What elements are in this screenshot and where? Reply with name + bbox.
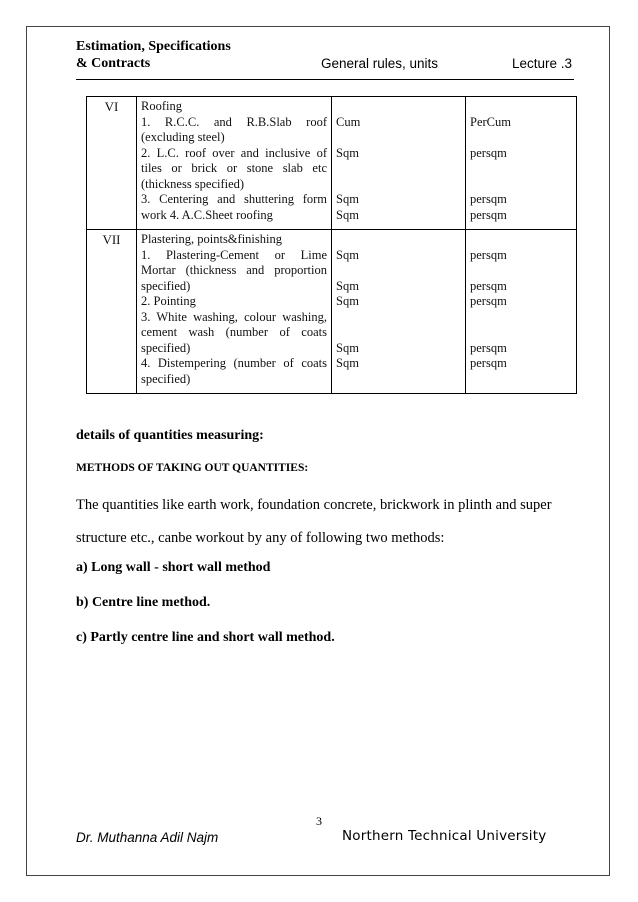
item-line: 1. R.C.C. and R.B.Slab roof (excluding steel) bbox=[141, 114, 327, 144]
method-item: a) Long wall - short wall method bbox=[76, 560, 271, 575]
row-number: VI bbox=[87, 97, 137, 230]
item-line: 4. Distempering (number of coats specified) bbox=[141, 356, 327, 386]
unit-cell: Sqm bbox=[336, 340, 359, 355]
row-description bbox=[137, 97, 332, 230]
unit-cell: Sqm bbox=[336, 207, 359, 222]
footer-institution: Northern Technical University bbox=[342, 828, 547, 844]
item-heading: Roofing bbox=[141, 99, 182, 113]
methods-heading: METHODS OF TAKING OUT QUANTITIES: bbox=[76, 462, 309, 474]
item-line: 3. Centering and shuttering form work 4. A.C.Sheet roofing bbox=[141, 192, 327, 222]
rate-cell: PerCum bbox=[470, 114, 511, 129]
title-line-1: Estimation, Specifications bbox=[76, 39, 231, 54]
table-row-vii bbox=[87, 230, 577, 394]
rate-cell: persqm bbox=[470, 356, 507, 370]
row-number: VII bbox=[87, 230, 137, 394]
unit-cell: Sqm bbox=[336, 356, 359, 370]
header-lecture: Lecture .3 bbox=[512, 56, 573, 71]
rate-cell: persqm bbox=[470, 340, 507, 355]
section-heading: details of quantities measuring: bbox=[76, 428, 264, 443]
unit-cell: Cum bbox=[336, 114, 361, 129]
item-line: 2. Pointing bbox=[141, 294, 196, 308]
table-row-vi bbox=[87, 97, 577, 230]
row-description bbox=[137, 230, 332, 394]
item-line: 2. L.C. roof over and inclusive of tiles or brick or stone slab etc (thickness specified) bbox=[141, 145, 327, 191]
item-heading: Plastering, points&finishing bbox=[141, 232, 282, 246]
unit-cell: Sqm bbox=[336, 294, 359, 308]
item-line: 1. Plastering-Cement or Lime Mortar (thickness and proportion specified) bbox=[141, 247, 327, 293]
page-number: 3 bbox=[316, 814, 322, 828]
rate-cell: persqm bbox=[470, 247, 507, 262]
row-rates bbox=[466, 230, 577, 394]
title-line-2: & Contracts bbox=[76, 56, 151, 71]
row-units bbox=[332, 97, 466, 230]
unit-cell: Sqm bbox=[336, 247, 359, 262]
unit-cell: Sqm bbox=[336, 278, 359, 293]
body-paragraph: The quantities like earth work, foundation concrete, brickwork in plinth and super structure etc., canbe workout by any of following two methods: bbox=[76, 497, 552, 546]
rate-cell: persqm bbox=[470, 294, 507, 308]
unit-cell: Sqm bbox=[336, 192, 359, 206]
row-rates bbox=[466, 97, 577, 230]
unit-cell: Sqm bbox=[336, 145, 359, 160]
rate-cell: persqm bbox=[470, 278, 507, 293]
rate-cell: persqm bbox=[470, 145, 507, 160]
header-rule bbox=[76, 79, 574, 80]
header-subject: General rules, units bbox=[321, 56, 439, 71]
rate-cell: persqm bbox=[470, 192, 507, 206]
rate-cell: persqm bbox=[470, 207, 507, 222]
item-line: 3. White washing, colour washing, cement wash (number of coats specified) bbox=[141, 309, 327, 355]
footer-author: Dr. Muthanna Adil Najm bbox=[76, 830, 219, 845]
specification-table bbox=[86, 96, 578, 410]
document-title bbox=[76, 38, 231, 72]
row-units bbox=[332, 230, 466, 394]
method-item: b) Centre line method. bbox=[76, 595, 211, 610]
method-item: c) Partly centre line and short wall method. bbox=[76, 630, 335, 645]
